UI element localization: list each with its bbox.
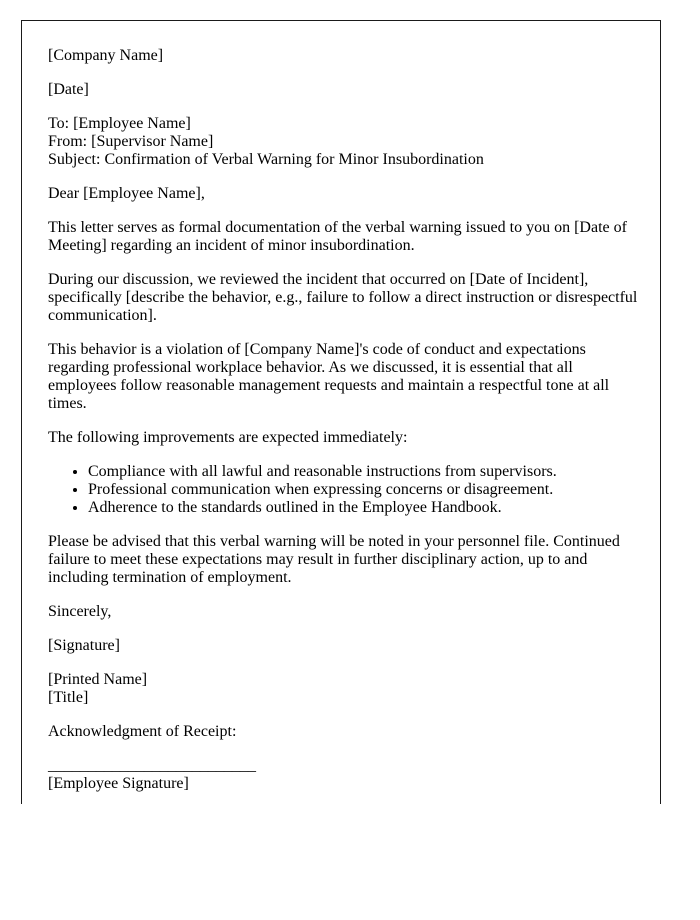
acknowledgment-label: Acknowledgment of Receipt: — [48, 723, 237, 740]
expectation-item: • Compliance with all lawful and reasonable instructions from supervisors. — [88, 463, 639, 481]
warning-paragraph: Please be advised that this verbal warning will be noted in your personnel file. Continued failure to meet these expectations may result in further disciplinary action, up to and including termination of employment. — [48, 533, 620, 586]
signature-placeholder: [Signature] — [48, 637, 120, 654]
from-line: From: [Supervisor Name] — [48, 133, 214, 150]
expectations-list — [48, 463, 639, 517]
closing: Sincerely, — [48, 603, 112, 620]
signature-line: __________________________ — [48, 757, 256, 774]
subject-line: Subject: Confirmation of Verbal Warning for Minor Insubordination — [48, 151, 484, 168]
body-paragraph: During our discussion, we reviewed the incident that occurred on [Date of Incident], specifically [describe the behavior, e.g., failure to follow a direct instruction or disrespectful communication]. — [48, 271, 638, 324]
company-name: [Company Name] — [48, 47, 164, 64]
header-block — [48, 115, 639, 169]
body-paragraph: This letter serves as formal documentation of the verbal warning issued to you on [Date of Meeting] regarding an incident of minor insubordination. — [48, 219, 627, 254]
expectation-item: • Professional communication when expressing concerns or disagreement. — [88, 481, 639, 499]
to-line: To: [Employee Name] — [48, 115, 191, 132]
printed-name: [Printed Name] — [48, 671, 148, 688]
body-paragraph: This behavior is a violation of [Company Name]'s code of conduct and expectations regarding professional workplace behavior. As we discussed, it is essential that all employees follow reasonable management requests and maintain a respectful tone at all times. — [48, 341, 610, 412]
expectations-intro: The following improvements are expected immediately: — [48, 429, 408, 446]
letter-date: [Date] — [48, 81, 89, 98]
signer-title: [Title] — [48, 689, 89, 706]
letter-page — [21, 20, 661, 804]
salutation: Dear [Employee Name], — [48, 185, 205, 202]
employee-signature-block — [48, 757, 639, 793]
signer-block — [48, 671, 639, 707]
expectation-item: • Adherence to the standards outlined in the Employee Handbook. — [88, 499, 639, 517]
employee-signature-label: [Employee Signature] — [48, 775, 189, 792]
